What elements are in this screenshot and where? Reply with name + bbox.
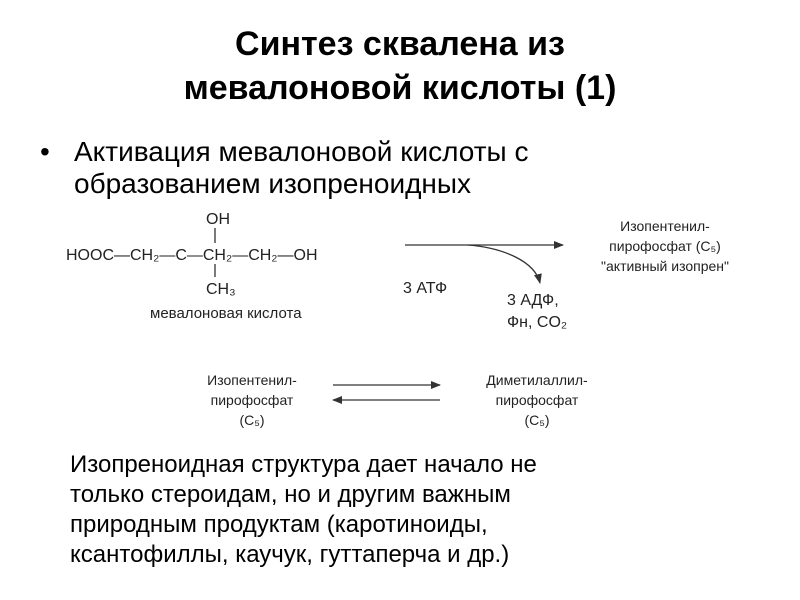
isomer-left-line-3: (C₅) bbox=[239, 412, 265, 428]
side-product-arrow bbox=[468, 245, 540, 283]
summary-line-2: только стероидам, но и другим важным bbox=[70, 481, 511, 508]
isomer-right-line-2: пирофосфат bbox=[495, 392, 579, 408]
summary-line-1: Изопреноидная структура дает начало не bbox=[70, 451, 537, 478]
mevalonic-acid-formula bbox=[66, 211, 318, 298]
bullet-line-1: Активация мевалоновой кислоты с bbox=[74, 136, 529, 167]
title-line-2: мевалоновой кислоты (1) bbox=[183, 69, 617, 107]
title-line-1: Синтез сквалена из bbox=[235, 25, 565, 63]
hydroxyl-group-label: OH bbox=[206, 211, 230, 228]
isomer-left-line-1: Изопентенил- bbox=[207, 372, 297, 388]
bullet-line-2: образованием изопреноидных bbox=[74, 168, 472, 199]
product-label bbox=[601, 218, 729, 274]
bullet-marker: • bbox=[40, 136, 50, 167]
summary-paragraph bbox=[70, 450, 750, 570]
isomer-left-line-2: пирофосфат bbox=[210, 392, 294, 408]
side-products-line-2: Фн, CO₂ bbox=[507, 314, 568, 331]
isomer-right-line-1: Диметилаллил- bbox=[486, 372, 588, 388]
isomer-right-line-3: (C₅) bbox=[524, 412, 550, 428]
atp-label: 3 АТФ bbox=[403, 280, 448, 297]
product-line-2: пирофосфат (C₅) bbox=[609, 238, 721, 254]
main-chain-label: HOOC—CH₂—C—CH₂—CH₂—OH bbox=[66, 247, 318, 264]
methyl-group-label: CH₃ bbox=[206, 281, 236, 298]
summary-line-4: ксантофиллы, каучук, гуттаперча и др.) bbox=[70, 541, 510, 568]
isomer-left-label bbox=[207, 372, 297, 428]
product-line-3: "активный изопрен" bbox=[601, 258, 729, 274]
mevalonic-acid-label: мевалоновая кислота bbox=[150, 305, 302, 322]
isomer-right-label bbox=[486, 372, 588, 428]
side-products-line-1: 3 АДФ, bbox=[507, 292, 559, 309]
summary-line-3: природным продуктам (каротиноиды, bbox=[70, 511, 488, 538]
product-line-1: Изопентенил- bbox=[620, 218, 710, 234]
